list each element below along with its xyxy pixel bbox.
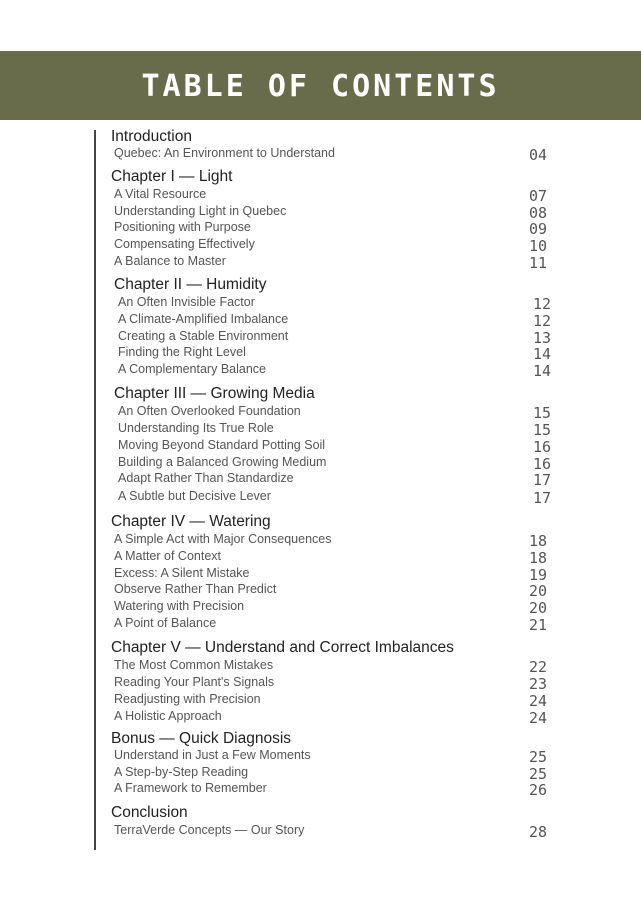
toc-entry-label: A Climate-Amplified Imbalance	[118, 312, 289, 326]
toc-page-number: 08	[529, 204, 548, 222]
toc-page-number: 16	[533, 438, 552, 456]
toc-entry-label: Quebec: An Environment to Understand	[114, 146, 335, 160]
toc-page-number: 07	[529, 187, 548, 205]
section-heading: Introduction	[111, 128, 192, 145]
toc-entry-label: Finding the Right Level	[118, 345, 246, 359]
toc-entry-label: A Vital Resource	[114, 187, 207, 201]
toc-page-number: 14	[533, 345, 552, 363]
toc-page-number: 15	[533, 421, 552, 439]
toc-entry-label: Excess: A Silent Mistake	[114, 566, 250, 580]
toc-entry-label: A Framework to Remember	[114, 781, 267, 795]
toc-entry-label: A Point of Balance	[114, 616, 217, 630]
toc-page-number: 09	[529, 220, 548, 238]
toc-page-number: 24	[529, 709, 548, 727]
toc-entry-label: Creating a Stable Environment	[118, 329, 289, 343]
toc-entry-label: A Holistic Approach	[114, 709, 222, 723]
toc-page-number: 17	[533, 471, 552, 489]
section-heading: Chapter III — Growing Media	[114, 385, 315, 402]
toc-entry-label: Readjusting with Precision	[114, 692, 261, 706]
toc-entry-label: Understand in Just a Few Moments	[114, 748, 311, 762]
toc-page-number: 28	[529, 823, 548, 841]
toc-page-number: 18	[529, 549, 548, 567]
toc-entry-label: Watering with Precision	[114, 599, 245, 613]
toc-entry-label: A Complementary Balance	[118, 362, 266, 376]
toc-entry-label: A Subtle but Decisive Lever	[118, 489, 271, 503]
toc-page-number: 24	[529, 692, 548, 710]
section-heading: Conclusion	[111, 804, 188, 821]
toc-entry-label: Building a Balanced Growing Medium	[118, 455, 327, 469]
toc-page-number: 25	[529, 765, 548, 783]
page-title: TABLE OF CONTENTS	[141, 69, 500, 104]
toc-entry-label: A Simple Act with Major Consequences	[114, 532, 332, 546]
toc-page-number: 23	[529, 675, 548, 693]
toc-entry-label: Compensating Effectively	[114, 237, 255, 251]
toc-page-number: 17	[533, 489, 552, 507]
section-heading: Chapter IV — Watering	[111, 513, 271, 530]
section-heading: Chapter I — Light	[111, 168, 233, 185]
section-heading: Chapter II — Humidity	[114, 276, 267, 293]
section-heading: Chapter V — Understand and Correct Imbalances	[111, 639, 454, 656]
toc-entry-label: An Often Overlooked Foundation	[118, 404, 301, 418]
toc-entry-label: Positioning with Purpose	[114, 220, 251, 234]
toc-entry-label: Observe Rather Than Predict	[114, 582, 277, 596]
toc-entry-label: A Balance to Master	[114, 254, 226, 268]
toc-page-number: 19	[529, 566, 548, 584]
toc-entry-label: Adapt Rather Than Standardize	[118, 471, 294, 485]
toc-page-number: 25	[529, 748, 548, 766]
toc-page-number: 10	[529, 237, 548, 255]
toc-entry-label: TerraVerde Concepts — Our Story	[114, 823, 305, 837]
toc-page-number: 14	[533, 362, 552, 380]
toc-entry-label: A Step-by-Step Reading	[114, 765, 249, 779]
toc-page-number: 18	[529, 532, 548, 550]
toc-entry-label: The Most Common Mistakes	[114, 658, 274, 672]
toc-entry-label: Understanding Light in Quebec	[114, 204, 287, 218]
toc-page-number: 20	[529, 582, 548, 600]
toc-entry-label: Moving Beyond Standard Potting Soil	[118, 438, 326, 452]
toc-page-number: 22	[529, 658, 548, 676]
section-heading: Bonus — Quick Diagnosis	[111, 730, 292, 747]
toc-page-number: 21	[529, 616, 548, 634]
toc-page-number: 20	[529, 599, 548, 617]
toc-page-number: 12	[533, 312, 552, 330]
toc-entry-label: An Often Invisible Factor	[118, 295, 255, 309]
toc-page-number: 11	[529, 254, 548, 272]
toc-entry-label: Reading Your Plant's Signals	[114, 675, 275, 689]
toc-page-number: 15	[533, 404, 552, 422]
toc-page-number: 13	[533, 329, 552, 347]
toc-entry-label: A Matter of Context	[114, 549, 221, 563]
toc-page-number: 16	[533, 455, 552, 473]
toc-page-number: 26	[529, 781, 548, 799]
toc-page-number: 04	[529, 146, 548, 164]
toc-page-number: 12	[533, 295, 552, 313]
toc-entry-label: Understanding Its True Role	[118, 421, 274, 435]
